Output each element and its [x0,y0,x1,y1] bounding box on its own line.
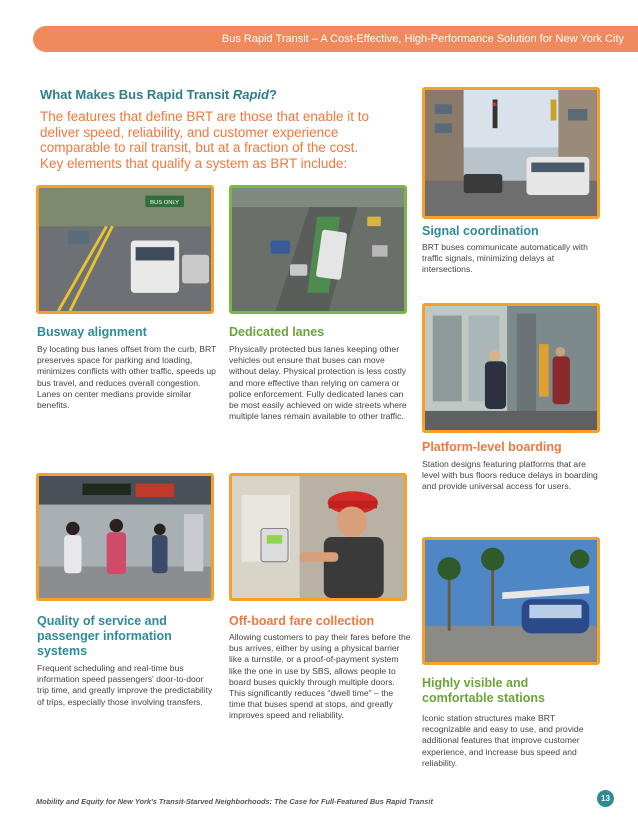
busway-alignment-photo [36,185,214,314]
quality-service-text: Frequent scheduling and real-time bus information speed passengers' door-to-door trip time, and greatly improve the predictability of trips, especially those involving transfers. [37,663,213,707]
offboard-fare-photo [229,473,407,601]
intro-title-emphasis: Rapid [232,87,269,102]
signal-coordination-photo [422,87,600,219]
footer-text: Mobility and Equity for New York's Transit-Starved Neighborhoods: The Case for Full-Featured Bus Rapid Transit [36,797,433,806]
signal-coordination-text: BRT buses communicate automatically with traffic signals, minimizing delays at intersections. [422,242,588,275]
intro-title [40,87,277,102]
busway-alignment-text: By locating bus lanes offset from the curb, BRT preserves space for parking and loading, minimizes conflicts with other traffic, speeds up bus travel, and reduces overall congestion. Lanes on center medians provide similar benefits. [37,344,217,411]
quality-service-title: Quality of service and passenger information systems [37,614,172,658]
dedicated-lanes-text: Physically protected bus lanes keeping other vehicles out ensure that buses can move without delay. Physical protection is less costly and more effective than relying on camera or police enforcement. Fully dedicated lanes can be most easily achieved on wide streets where multiple lanes remain available to other traffic. [229,344,407,422]
stations-text: Iconic station structures make BRT recognizable and easy to use, and provide additional features that improve customer experience, and increase bus speed and reliability. [422,713,584,768]
platform-boarding-title: Platform-level boarding [422,440,562,454]
quality-service-photo [36,473,214,601]
intro-text: The features that define BRT are those that enable it to deliver speed, reliability, and customer experience comparable to rail transit, but at a fraction of the cost. Key elements that qualify a system as BRT include: [40,109,369,171]
stations-title: Highly visible and comfortable stations [422,676,545,705]
bus-only-sign: BUS ONLY [150,200,180,207]
signal-coordination-title: Signal coordination [422,224,539,238]
offboard-fare-title: Off-board fare collection [229,614,375,628]
offboard-fare-text: Allowing customers to pay their fares before the bus arrives, either by using a physical barrier like a turnstile, or a proof-of-payment system like the one in use by SBS, allows people to board buses quickly through multiple doors. This significantly reduces "dwell time" – the time that buses spend at stops, and greatly improves speed and reliability. [229,632,411,721]
dedicated-lanes-title: Dedicated lanes [229,325,325,339]
platform-boarding-photo [422,303,600,433]
header-banner: Bus Rapid Transit – A Cost-Effective, High-Performance Solution for New York City [33,26,638,52]
platform-boarding-text: Station designs featuring platforms that are level with bus floors reduce delays in boarding and provide universal access for users. [422,459,598,492]
intro-title-prefix: What Makes Bus Rapid Transit [40,87,233,102]
intro-title-suffix: ? [269,87,277,102]
busway-alignment-title: Busway alignment [37,325,147,339]
page-number: 13 [597,790,614,807]
stations-photo [422,537,600,665]
dedicated-lanes-photo [229,185,407,314]
